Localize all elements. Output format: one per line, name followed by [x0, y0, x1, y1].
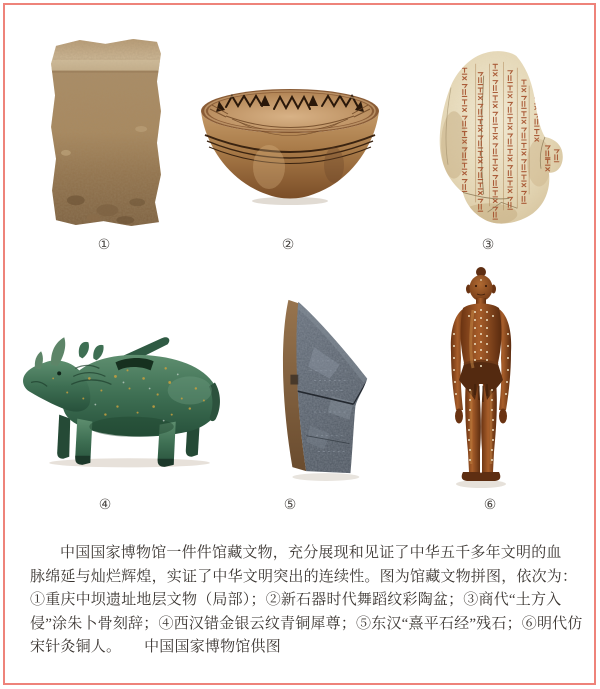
caption-line-with-credit: 宋针灸铜人。 中国国家博物馆供图 [30, 639, 281, 655]
caption-line: 脉绵延与灿烂辉煌，实证了中华文明突出的连续性。图为馆藏文物拼图，依次为： [30, 568, 578, 585]
figure-label-2: ② [281, 237, 295, 253]
figure-label-5: ⑤ [283, 497, 297, 513]
figure-label-1: ① [97, 237, 111, 253]
caption-line: 中国国家博物馆一件件馆藏文物，充分展现和见证了中华五千多年文明的血 [60, 545, 562, 561]
bronze-rhino-illustration [19, 318, 230, 469]
figure-3-oracle-bone [418, 46, 573, 232]
figure-1-soil-stratum [46, 34, 167, 230]
caption-line: ①重庆中坝遗址地层文物（局部）；②新石器时代舞蹈纹彩陶盆；③商代“土方入 [30, 592, 562, 608]
figure-4-bronze-rhino [19, 318, 230, 469]
figure-caption [30, 542, 583, 660]
figure-label-6: ⑥ [483, 497, 497, 513]
figure-5-stone-fragment [255, 287, 379, 484]
figure-label-4: ④ [98, 497, 112, 513]
acupuncture-figure-illustration [439, 264, 523, 492]
figure-2-pottery-basin [199, 87, 381, 207]
pottery-basin-illustration [199, 87, 381, 207]
figure-label-3: ③ [481, 237, 495, 253]
oracle-bone-illustration [418, 46, 573, 232]
stone-fragment-illustration [255, 287, 379, 484]
caption-line: 侵”涂朱卜骨刻辞；④西汉错金银云纹青铜犀尊；⑤东汉“熹平石经”残石；⑥明代仿 [30, 615, 583, 632]
figure-6-acupuncture-figure [439, 264, 523, 492]
soil-stratum-illustration [46, 34, 167, 230]
